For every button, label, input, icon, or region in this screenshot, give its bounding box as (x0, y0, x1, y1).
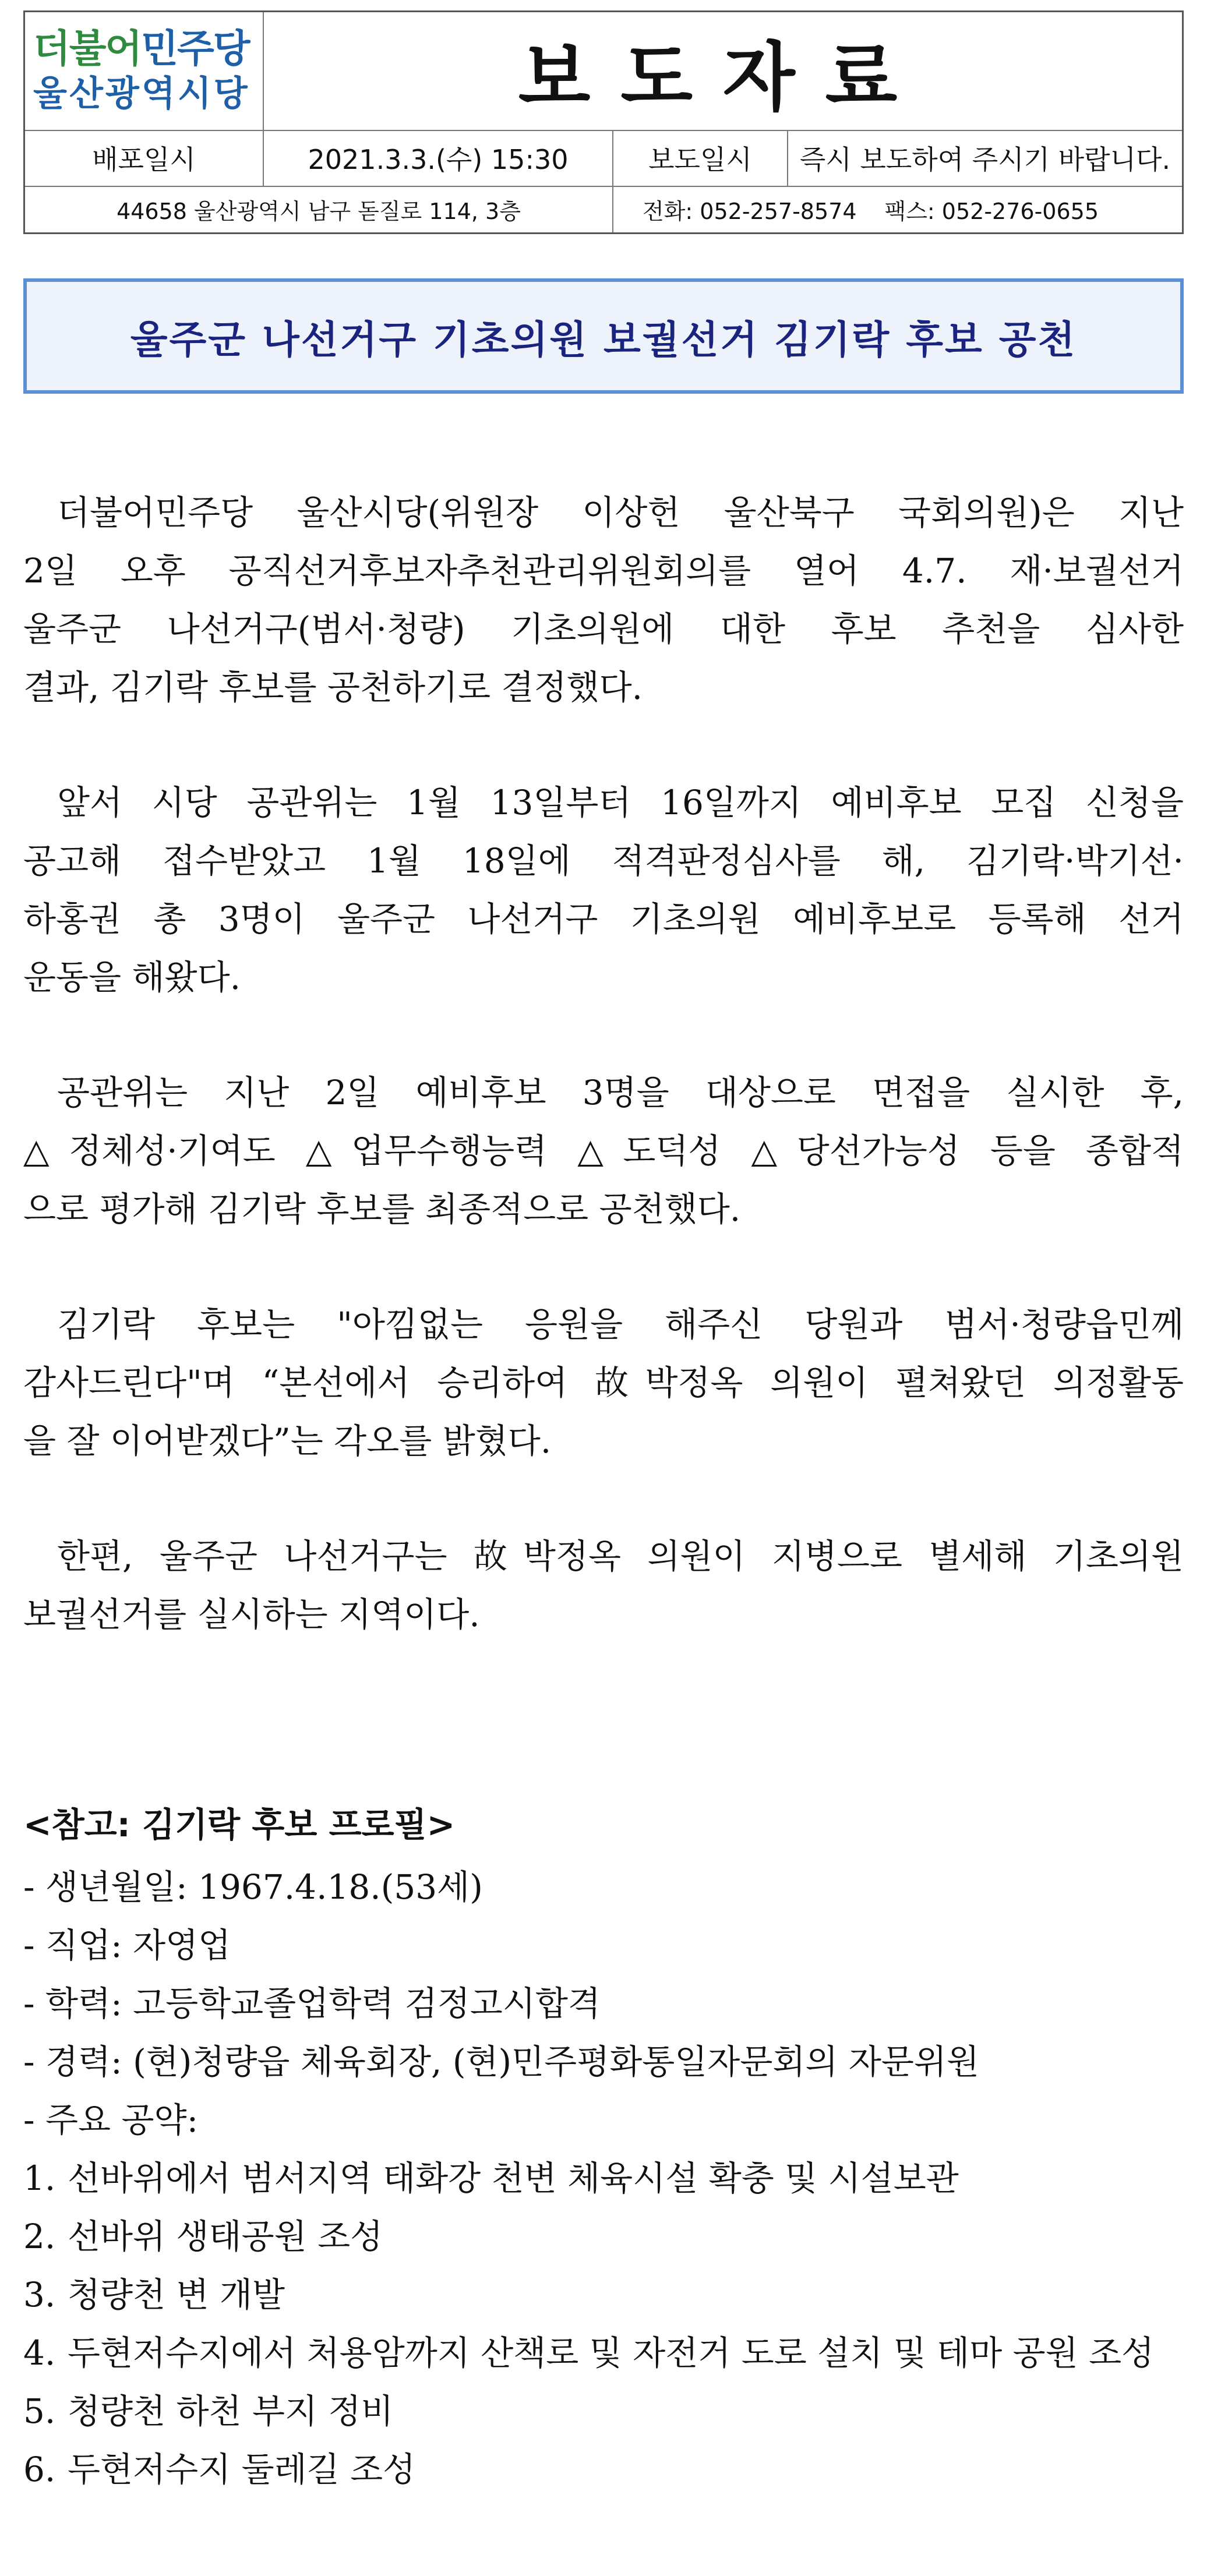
paragraph-line: 으로 평가해 김기락 후보를 최종적으로 공천했다. (23, 1189, 741, 1229)
distribution-label: 배포일시 (25, 130, 264, 186)
pledge-text: 선바위에서 범서지역 태화강 천변 체육시설 확충 및 시설보관 (68, 2158, 959, 2198)
pledge-text: 두현저수지에서 처용암까지 산책로 및 자전거 도로 설치 및 테마 공원 조성 (68, 2333, 1155, 2373)
logo-party-name: 더불어민주당 (33, 26, 249, 71)
paragraph (23, 483, 1184, 716)
paragraph-line: 공고해 접수받았고 1월 18일에 적격판정심사를 해, 김기락·박기선· (23, 841, 1184, 881)
document-title: 보도자료 (518, 34, 928, 121)
pledge-text: 청량천 변 개발 (68, 2275, 285, 2314)
pledge-number: 5. (23, 2391, 56, 2431)
pledge-item (23, 2149, 1184, 2207)
paragraph-line: 더불어민주당 울산시당(위원장 이상헌 울산북구 국회의원)은 지난 (57, 493, 1184, 532)
article-body (23, 483, 1184, 1701)
distribution-value: 2021.3.3.(수) 15:30 (264, 130, 613, 186)
profile-list (23, 1858, 1184, 2149)
paragraph (23, 773, 1184, 1006)
phone-number: 전화: 052-257-8574 (643, 198, 857, 224)
header-row-dates (25, 130, 1182, 187)
contact-info (613, 186, 1182, 232)
pledge-text: 두현저수지 둘레길 조성 (68, 2450, 416, 2489)
office-address: 44658 울산광역시 남구 돋질로 114, 3층 (25, 186, 613, 232)
pledge-item (23, 2266, 1184, 2324)
paragraph (23, 1527, 1184, 1644)
press-time-value: 즉시 보도하여 주시기 바랍니다. (799, 144, 1171, 175)
profile-pledges-heading: - 주요 공약: (23, 2100, 199, 2140)
profile-section-title: <참고: 김기락 후보 프로필> (23, 1805, 456, 1844)
paragraph-line: 2일 오후 공직선거후보자추천관리위원회의를 열어 4.7. 재·보궐선거 (23, 551, 1184, 591)
paragraph-line: 앞서 시당 공관위는 1월 13일부터 16일까지 예비후보 모집 신청을 (57, 783, 1184, 822)
headline: 울주군 나선거구 기초의원 보궐선거 김기락 후보 공천 (130, 317, 1077, 362)
pledge-item (23, 2324, 1184, 2382)
paragraph-line: 공관위는 지난 2일 예비후보 3명을 대상으로 면접을 실시한 후, (57, 1073, 1184, 1112)
paragraph-line: 을 잘 이어받겠다”는 각오를 밝혔다. (23, 1421, 552, 1461)
pledge-item (23, 2382, 1184, 2440)
pledge-number: 2. (23, 2217, 56, 2256)
profile-occupation: - 직업: 자영업 (23, 1925, 231, 1965)
party-logo (25, 12, 264, 130)
pledge-item (23, 2207, 1184, 2266)
paragraph-line: 하홍권 총 3명이 울주군 나선거구 기초의원 예비후보로 등록해 선거 (23, 899, 1184, 939)
fax-number: 팩스: 052-276-0655 (884, 198, 1099, 224)
paragraph-line: △정체성·기여도 △업무수행능력 △도덕성 △당선가능성 등을 종합적 (23, 1131, 1184, 1171)
header-row-title (25, 12, 1182, 131)
pledge-text: 청량천 하천 부지 정비 (68, 2391, 394, 2431)
paragraph-line: 한편, 울주군 나선거구는 故박정옥 의원이 지병으로 별세해 기초의원 (57, 1536, 1184, 1576)
headline-box (23, 278, 1184, 394)
pledge-number: 6. (23, 2450, 56, 2489)
pledge-number: 1. (23, 2158, 56, 2198)
profile-education: - 학력: 고등학교졸업학력 검정고시합격 (23, 1984, 601, 2023)
paragraph-line: 김기락 후보는 "아낌없는 응원을 해주신 당원과 범서·청량읍민께 (57, 1305, 1184, 1344)
paragraph-line: 보궐선거를 실시하는 지역이다. (23, 1595, 480, 1634)
header-row-contact (25, 186, 1182, 232)
logo-branch-name: 울산광역시당 (33, 73, 250, 114)
paragraph-line: 결과, 김기락 후보를 공천하기로 결정했다. (23, 667, 643, 707)
paragraph-line: 운동을 해왔다. (23, 957, 241, 997)
paragraph-line: 울주군 나선거구(범서·청량) 기초의원에 대한 후보 추천을 심사한 (23, 609, 1184, 649)
pledge-list (23, 2149, 1184, 2499)
paragraph (23, 1295, 1184, 1470)
profile-career: - 경력: (현)청량읍 체육회장, (현)민주평화통일자문회의 자문위원 (23, 2042, 979, 2082)
press-time-label: 보도일시 (613, 130, 788, 186)
pledge-text: 선바위 생태공원 조성 (68, 2217, 383, 2256)
profile-birthdate: - 생년월일: 1967.4.18.(53세) (23, 1867, 483, 1907)
press-release-header (23, 10, 1184, 234)
pledge-number: 3. (23, 2275, 56, 2314)
pledge-item (23, 2440, 1184, 2499)
paragraph (23, 1063, 1184, 1238)
paragraph-line: 감사드린다"며 “본선에서 승리하여 故박정옥 의원이 펼쳐왔던 의정활동 (23, 1363, 1184, 1402)
pledge-number: 4. (23, 2333, 56, 2373)
